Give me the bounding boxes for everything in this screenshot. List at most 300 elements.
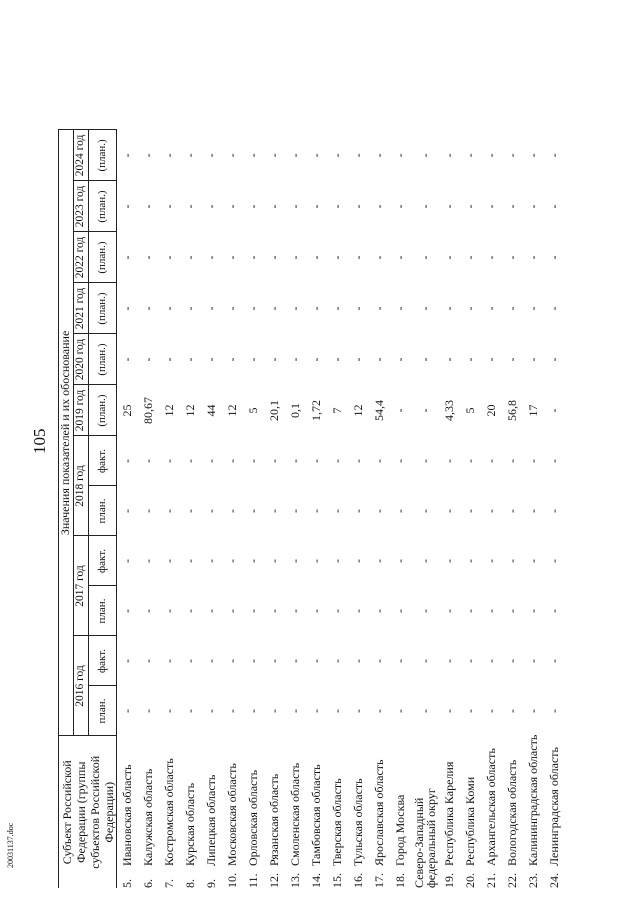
value-cell: - — [351, 559, 365, 563]
value-cell: - — [393, 609, 407, 613]
value-cell: - — [246, 559, 260, 563]
value-cell: - — [120, 306, 134, 311]
value-cell: - — [141, 709, 155, 713]
value-cell: - — [442, 659, 456, 663]
value-cell: - — [417, 559, 432, 563]
value-cell: - — [120, 204, 134, 209]
plan-2022-header: (план.) — [88, 232, 117, 283]
value-cell: - — [330, 153, 344, 158]
value-cell: - — [225, 509, 239, 513]
value-cell: - — [141, 357, 155, 362]
value-cell: - — [463, 306, 477, 311]
value-2019-cell: 12 — [183, 404, 197, 417]
value-cell: - — [372, 255, 386, 260]
value-cell: - — [417, 306, 432, 311]
value-cell: - — [162, 153, 176, 158]
value-cell: - — [417, 609, 432, 613]
value-cell: - — [267, 357, 281, 362]
value-cell: - — [442, 357, 456, 362]
value-cell: - — [417, 204, 432, 209]
value-cell: - — [526, 204, 540, 209]
value-2019-cell: 7 — [330, 407, 344, 414]
value-cell: - — [183, 659, 197, 663]
value-cell: - — [526, 709, 540, 713]
value-cell: - — [225, 459, 239, 463]
row-number: 20. — [463, 873, 477, 888]
value-cell: - — [547, 659, 561, 663]
value-cell: - — [288, 357, 302, 362]
subject-name: Вологодская область — [505, 759, 519, 866]
value-cell: - — [309, 509, 323, 513]
value-cell: - — [162, 659, 176, 663]
value-cell: - — [547, 153, 561, 158]
value-cell: - — [372, 306, 386, 311]
value-cell: - — [288, 306, 302, 311]
value-cell: - — [288, 709, 302, 713]
value-cell: - — [183, 204, 197, 209]
value-cell: - — [309, 204, 323, 209]
fact-2016-header: факт. — [88, 636, 117, 686]
value-cell: - — [309, 609, 323, 613]
value-cell: - — [393, 153, 407, 158]
subject-name: Московская область — [225, 763, 239, 866]
row-number: 24. — [547, 873, 561, 888]
value-cell: - — [372, 357, 386, 362]
table-row — [523, 28, 544, 888]
value-cell: - — [246, 709, 260, 713]
subject-name: Рязанская область — [267, 773, 281, 866]
value-cell: - — [246, 306, 260, 311]
value-2019-cell: 17 — [526, 404, 540, 417]
subject-name-cell — [201, 736, 222, 888]
subject-name: Тамбовская область — [309, 764, 323, 866]
value-cell: - — [330, 659, 344, 663]
value-2019-cell: 56,8 — [505, 400, 519, 421]
value-cell: - — [393, 509, 407, 513]
value-cell: - — [393, 255, 407, 260]
value-cell: - — [288, 204, 302, 209]
value-cell: - — [204, 609, 218, 613]
row-number: 10. — [225, 873, 239, 888]
subject-name: Республика Карелия — [442, 761, 456, 866]
year-2022-header: 2022 год — [73, 232, 88, 283]
value-cell: - — [372, 609, 386, 613]
value-cell: - — [267, 459, 281, 463]
value-cell: - — [120, 459, 134, 463]
table-row — [390, 28, 411, 888]
value-cell: - — [526, 559, 540, 563]
value-cell: - — [330, 204, 344, 209]
subject-name: Ленинградская область — [547, 747, 561, 866]
value-cell: - — [351, 709, 365, 713]
value-cell: - — [505, 153, 519, 158]
value-cell: - — [183, 153, 197, 158]
value-cell: - — [484, 255, 498, 260]
value-cell: - — [246, 153, 260, 158]
subject-name-cell — [439, 736, 460, 888]
year-2021-header: 2021 год — [73, 283, 88, 334]
value-cell: - — [183, 709, 197, 713]
value-cell: - — [330, 255, 344, 260]
value-cell: - — [267, 559, 281, 563]
row-number: 15. — [330, 873, 344, 888]
value-cell: - — [484, 559, 498, 563]
value-2019-cell: - — [417, 408, 432, 413]
value-cell: - — [351, 153, 365, 158]
value-2019-cell: 1,72 — [309, 400, 323, 421]
value-cell: - — [417, 509, 432, 513]
value-cell: - — [442, 306, 456, 311]
subject-name-cell — [264, 736, 285, 888]
row-number: 5. — [120, 879, 134, 888]
value-cell: - — [442, 255, 456, 260]
value-cell: - — [120, 709, 134, 713]
value-cell: - — [330, 609, 344, 613]
value-cell: - — [463, 204, 477, 209]
value-cell: - — [351, 306, 365, 311]
value-cell: - — [351, 255, 365, 260]
value-cell: - — [463, 509, 477, 513]
value-cell: - — [267, 204, 281, 209]
value-cell: - — [526, 153, 540, 158]
value-2019-cell: 25 — [120, 404, 134, 417]
value-2019-cell: - — [547, 408, 561, 413]
value-2019-cell: - — [393, 408, 407, 413]
subject-name: Тульская область — [351, 778, 365, 866]
subject-name: Липецкая область — [204, 774, 218, 866]
row-number: 9. — [204, 879, 218, 888]
value-cell: - — [351, 357, 365, 362]
table-row — [285, 28, 306, 888]
value-cell: - — [288, 509, 302, 513]
value-cell: - — [547, 306, 561, 311]
value-cell: - — [547, 204, 561, 209]
value-cell: - — [463, 559, 477, 563]
value-2019-cell: 0,1 — [288, 403, 302, 418]
value-2019-cell: 54,4 — [372, 400, 386, 421]
value-cell: - — [204, 306, 218, 311]
table-row — [306, 28, 327, 888]
subject-name: Архангельская область — [484, 748, 498, 866]
value-cell: - — [372, 204, 386, 209]
subject-name: Северо-Западный федеральный округ — [412, 788, 438, 888]
value-cell: - — [330, 306, 344, 311]
subject-name-cell — [390, 736, 411, 888]
value-cell: - — [162, 509, 176, 513]
value-cell: - — [505, 306, 519, 311]
value-cell: - — [442, 459, 456, 463]
value-cell: - — [484, 357, 498, 362]
subject-name-cell — [411, 736, 439, 888]
year-2024-header: 2024 год — [73, 130, 88, 181]
value-cell: - — [484, 509, 498, 513]
value-cell: - — [225, 709, 239, 713]
value-cell: - — [463, 609, 477, 613]
subject-column-header: Субъект Российской Федерации (группы субъектов Российской Федерации) — [59, 736, 117, 888]
value-2019-cell: 80,67 — [141, 397, 155, 424]
value-cell: - — [526, 609, 540, 613]
plan-2021-header: (план.) — [88, 283, 117, 334]
value-cell: - — [267, 306, 281, 311]
value-cell: - — [417, 357, 432, 362]
row-number: 23. — [526, 873, 540, 888]
value-cell: - — [417, 459, 432, 463]
value-cell: - — [463, 459, 477, 463]
value-cell: - — [330, 357, 344, 362]
value-cell: - — [393, 559, 407, 563]
value-cell: - — [267, 509, 281, 513]
value-cell: - — [225, 255, 239, 260]
subject-name-cell — [243, 736, 264, 888]
value-cell: - — [505, 459, 519, 463]
value-cell: - — [463, 659, 477, 663]
values-group-header: Значения показателей и их обоснование — [59, 130, 74, 736]
value-cell: - — [204, 509, 218, 513]
value-cell: - — [225, 357, 239, 362]
subject-name: Республика Коми — [463, 776, 477, 866]
row-number: 8. — [183, 879, 197, 888]
value-cell: - — [120, 255, 134, 260]
value-cell: - — [288, 255, 302, 260]
value-cell: - — [288, 153, 302, 158]
value-cell: - — [526, 357, 540, 362]
value-cell: - — [417, 255, 432, 260]
value-cell: - — [141, 153, 155, 158]
value-cell: - — [204, 559, 218, 563]
value-cell: - — [141, 204, 155, 209]
row-number: 14. — [309, 873, 323, 888]
value-cell: - — [162, 459, 176, 463]
subject-name-cell — [222, 736, 243, 888]
rotated-table-wrapper — [58, 28, 580, 888]
value-cell: - — [225, 559, 239, 563]
table-row — [222, 28, 243, 888]
subject-name: Ивановская область — [120, 764, 134, 866]
value-2019-cell: 44 — [204, 404, 218, 417]
value-cell: - — [225, 659, 239, 663]
table-row — [327, 28, 348, 888]
value-cell: - — [505, 255, 519, 260]
value-2019-cell: 5 — [246, 407, 260, 414]
subject-name: Город Москва — [393, 794, 407, 866]
value-cell: - — [204, 659, 218, 663]
value-cell: - — [484, 609, 498, 613]
value-cell: - — [330, 559, 344, 563]
table-row — [243, 28, 264, 888]
value-cell: - — [505, 204, 519, 209]
value-cell: - — [547, 459, 561, 463]
value-cell: - — [183, 255, 197, 260]
value-cell: - — [393, 459, 407, 463]
value-cell: - — [484, 659, 498, 663]
value-cell: - — [526, 509, 540, 513]
value-cell: - — [141, 255, 155, 260]
subject-name: Ярославская область — [372, 759, 386, 866]
plan-2016-header: план. — [88, 686, 117, 736]
subject-name-cell — [180, 736, 201, 888]
subject-name-cell — [117, 736, 139, 888]
value-cell: - — [442, 204, 456, 209]
value-cell: - — [120, 559, 134, 563]
value-cell: - — [183, 609, 197, 613]
value-cell: - — [442, 609, 456, 613]
value-cell: - — [372, 659, 386, 663]
value-cell: - — [442, 709, 456, 713]
value-cell: - — [162, 306, 176, 311]
value-cell: - — [120, 659, 134, 663]
value-cell: - — [288, 459, 302, 463]
value-cell: - — [183, 559, 197, 563]
indicators-table — [58, 28, 565, 888]
table-row — [502, 28, 523, 888]
page-number: 105 — [30, 428, 49, 454]
value-cell: - — [309, 659, 323, 663]
table-row — [180, 28, 201, 888]
value-cell: - — [463, 709, 477, 713]
year-2020-header: 2020 год — [73, 334, 88, 385]
value-cell: - — [225, 609, 239, 613]
subject-name: Тверская область — [330, 778, 344, 866]
row-number: 13. — [288, 873, 302, 888]
value-cell: - — [505, 609, 519, 613]
year-2018-header: 2018 год — [73, 436, 88, 536]
subject-name: Калужская область — [141, 768, 155, 866]
value-cell: - — [505, 709, 519, 713]
subject-name: Костромская область — [162, 758, 176, 866]
value-cell: - — [183, 306, 197, 311]
value-cell: - — [547, 509, 561, 513]
table-row — [481, 28, 502, 888]
value-cell: - — [141, 459, 155, 463]
value-cell: - — [526, 459, 540, 463]
value-cell: - — [442, 153, 456, 158]
value-cell: - — [120, 357, 134, 362]
subject-name-cell — [327, 736, 348, 888]
plan-2024-header: (план.) — [88, 130, 117, 181]
value-cell: - — [372, 459, 386, 463]
value-cell: - — [393, 709, 407, 713]
value-cell: - — [267, 659, 281, 663]
value-cell: - — [267, 709, 281, 713]
value-cell: - — [372, 509, 386, 513]
subject-name-cell — [523, 736, 544, 888]
row-number: 6. — [141, 879, 155, 888]
subject-name-cell — [544, 736, 565, 888]
value-cell: - — [442, 559, 456, 563]
plan-2023-header: (план.) — [88, 181, 117, 232]
subject-name: Курская область — [183, 782, 197, 866]
value-cell: - — [162, 709, 176, 713]
value-cell: - — [547, 609, 561, 613]
value-cell: - — [547, 255, 561, 260]
value-cell: - — [204, 255, 218, 260]
value-cell: - — [463, 357, 477, 362]
value-cell: - — [246, 609, 260, 613]
value-cell: - — [183, 459, 197, 463]
value-2019-cell: 20,1 — [267, 400, 281, 421]
row-number: 19. — [442, 873, 456, 888]
value-cell: - — [225, 204, 239, 209]
row-number: 18. — [393, 873, 407, 888]
value-cell: - — [372, 559, 386, 563]
value-cell: - — [505, 659, 519, 663]
fact-2018-header: факт. — [88, 436, 117, 486]
value-cell: - — [351, 609, 365, 613]
value-cell: - — [417, 709, 432, 713]
value-cell: - — [309, 357, 323, 362]
subject-name-cell — [348, 736, 369, 888]
value-2019-cell: 12 — [162, 404, 176, 417]
value-cell: - — [288, 609, 302, 613]
value-cell: - — [120, 609, 134, 613]
value-cell: - — [372, 153, 386, 158]
value-cell: - — [225, 153, 239, 158]
value-cell: - — [309, 709, 323, 713]
value-cell: - — [246, 204, 260, 209]
table-row — [201, 28, 222, 888]
footer-file-label: 20031137.doc — [6, 822, 15, 868]
fact-2017-header: факт. — [88, 536, 117, 586]
plan-2020-header: (план.) — [88, 334, 117, 385]
value-cell: - — [183, 357, 197, 362]
value-cell: - — [120, 509, 134, 513]
value-cell: - — [309, 306, 323, 311]
plan-2019-header: (план.) — [88, 385, 117, 436]
value-cell: - — [309, 459, 323, 463]
value-cell: - — [246, 357, 260, 362]
row-number: 16. — [351, 873, 365, 888]
value-cell: - — [141, 659, 155, 663]
subject-name-cell — [369, 736, 390, 888]
value-cell: - — [526, 255, 540, 260]
value-cell: - — [267, 255, 281, 260]
table-row — [369, 28, 390, 888]
table-row — [460, 28, 481, 888]
table-row — [348, 28, 369, 888]
value-cell: - — [351, 459, 365, 463]
subject-name-cell — [460, 736, 481, 888]
value-cell: - — [442, 509, 456, 513]
value-cell: - — [183, 509, 197, 513]
value-cell: - — [162, 204, 176, 209]
value-cell: - — [351, 659, 365, 663]
value-2019-cell: 5 — [463, 407, 477, 414]
value-cell: - — [330, 509, 344, 513]
subject-name: Орловская область — [246, 769, 260, 866]
value-cell: - — [141, 609, 155, 613]
subject-name: Смоленская область — [288, 762, 302, 866]
table-row — [138, 28, 159, 888]
value-cell: - — [372, 709, 386, 713]
row-number: 7. — [162, 879, 176, 888]
value-cell: - — [246, 459, 260, 463]
value-cell: - — [417, 659, 432, 663]
value-2019-cell: 4,33 — [442, 400, 456, 421]
value-cell: - — [141, 306, 155, 311]
value-cell: - — [505, 509, 519, 513]
value-cell: - — [162, 357, 176, 362]
year-2016-header: 2016 год — [73, 636, 88, 736]
value-cell: - — [162, 255, 176, 260]
value-cell: - — [267, 153, 281, 158]
row-number: 22. — [505, 873, 519, 888]
value-cell: - — [162, 609, 176, 613]
table-row — [439, 28, 460, 888]
value-cell: - — [393, 357, 407, 362]
value-cell: - — [141, 509, 155, 513]
value-cell: - — [288, 559, 302, 563]
value-cell: - — [547, 709, 561, 713]
